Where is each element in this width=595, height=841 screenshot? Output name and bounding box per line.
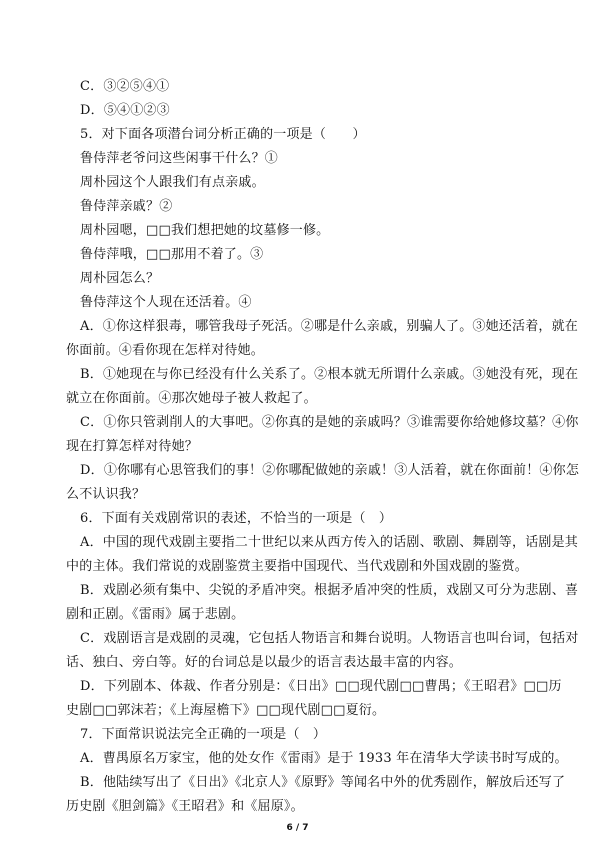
page-number: 6 / 7 bbox=[286, 823, 309, 833]
dialogue-line: 鲁侍萍哦，□□那用不着了。③ bbox=[80, 247, 264, 262]
q5-option-c-cont: 现在打算怎样对待她？ bbox=[66, 439, 199, 454]
dialogue-line: 鲁侍萍老爷问这些闲事干什么？① bbox=[80, 151, 279, 166]
q6-option-d: D．下列剧本、体裁、作者分别是：《日出》□□现代剧□□曹禺；《王昭君》□□历 bbox=[80, 679, 562, 694]
q5-option-b: B．①她现在与你已经没有什么关系了。②根本就无所谓什么亲戚。③她没有死，现在 bbox=[80, 367, 579, 382]
q5-option-d-cont: 么不认识我？ bbox=[66, 487, 146, 502]
q5-option-b-cont: 就立在你面前。④那次她母子被人救起了。 bbox=[66, 391, 317, 406]
question-7-stem: 7．下面常识说法完全正确的一项是（ ） bbox=[80, 727, 327, 742]
question-6-stem: 6．下面有关戏剧常识的表述，不恰当的一项是（ ） bbox=[80, 511, 393, 526]
q6-option-d-cont: 史剧□□郭沫若；《上海屋檐下》□□现代剧□□夏衍。 bbox=[66, 703, 386, 718]
q5-option-a: A．①你这样狠毒，哪管我母子死活。②哪是什么亲戚，别骗人了。③她还活着，就在 bbox=[80, 319, 578, 334]
q6-option-a: A．中国的现代戏剧主要指二十世纪以来从西方传入的话剧、歌剧、舞剧等，话剧是其 bbox=[80, 535, 578, 550]
q7-option-b-cont: 历史剧《胆剑篇》《王昭君》和《屈原》。 bbox=[66, 799, 304, 814]
q6-option-b: B．戏剧必须有集中、尖锐的矛盾冲突。根据矛盾冲突的性质，戏剧又可分为悲剧、喜 bbox=[80, 583, 579, 598]
q7-option-a: A．曹禺原名万家宝，他的处女作《雷雨》是于 1933 年在清华大学读书时写成的。 bbox=[80, 751, 568, 766]
option-d-line: D．⑤④①②③ bbox=[80, 103, 170, 118]
dialogue-line: 周朴园嗯，□□我们想把她的坟墓修一修。 bbox=[80, 223, 330, 238]
q7-option-b: B．他陆续写出了《日出》《北京人》《原野》等闻名中外的优秀剧作，解放后还写了 bbox=[80, 775, 566, 790]
q6-option-c: C．戏剧语言是戏剧的灵魂，它包括人物语言和舞台说明。人物语言也叫台词，包括对 bbox=[80, 631, 579, 646]
q5-option-d: D．①你哪有心思管我们的事！②你哪配做她的亲戚！③人活着，就在你面前！④你怎 bbox=[80, 463, 580, 478]
q5-option-a-cont: 你面前。④看你现在怎样对待她。 bbox=[66, 343, 265, 358]
question-5-stem: 5．对下面各项潜台词分析正确的一项是（ ） bbox=[80, 127, 366, 142]
dialogue-line: 周朴园怎么？ bbox=[80, 271, 160, 286]
q6-option-c-cont: 话、独白、旁白等。好的台词总是以最少的语言表达最丰富的内容。 bbox=[66, 655, 463, 670]
dialogue-line: 鲁侍萍亲戚？② bbox=[80, 199, 173, 214]
q6-option-a-cont: 中的主体。我们常说的戏剧鉴赏主要指中国现代、当代戏剧和外国戏剧的鉴赏。 bbox=[66, 559, 529, 574]
q6-option-b-cont: 剧和正剧。《雷雨》属于悲剧。 bbox=[66, 607, 245, 622]
dialogue-line: 鲁侍萍这个人现在还活着。④ bbox=[80, 295, 252, 310]
dialogue-line: 周朴园这个人跟我们有点亲戚。 bbox=[80, 175, 265, 190]
q5-option-c: C．①你只管剥削人的大事吧。②你真的是她的亲戚吗？③谁需要你给她修坟墓？④你 bbox=[80, 415, 579, 430]
option-c-line: C．③②⑤④① bbox=[80, 79, 170, 94]
